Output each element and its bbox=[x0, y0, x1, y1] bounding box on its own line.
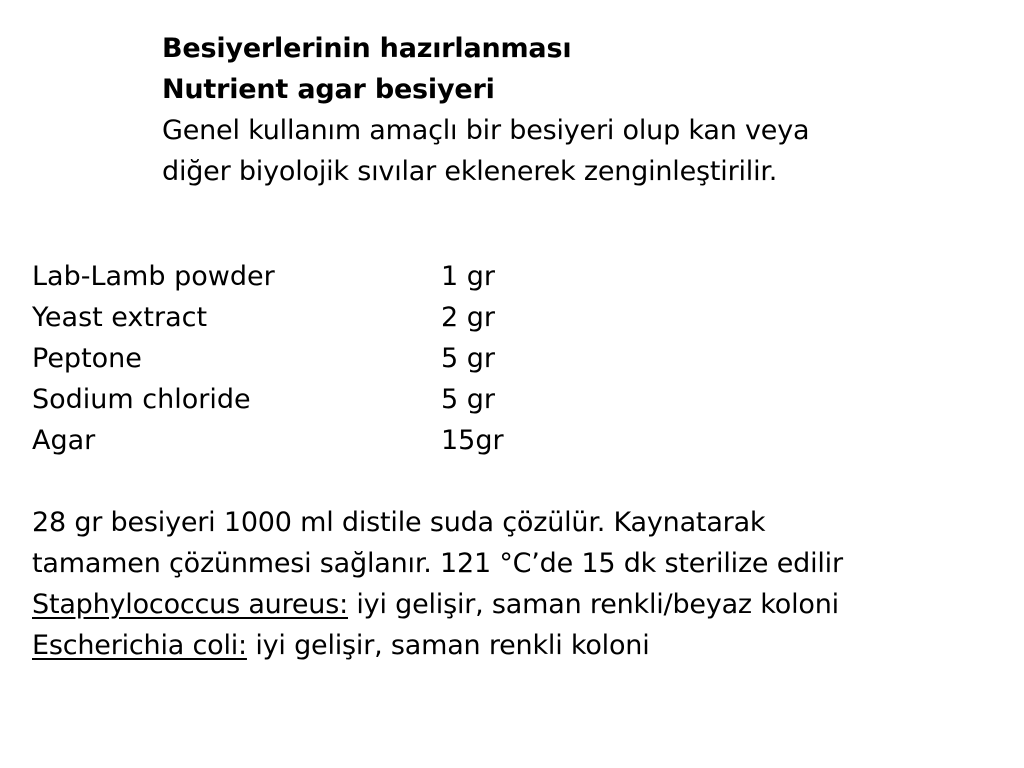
ingredient-name: Peptone bbox=[32, 343, 142, 374]
description-line-2: diğer biyolojik sıvılar eklenerek zenginleştirilir. bbox=[162, 156, 778, 187]
ingredient-name: Sodium chloride bbox=[32, 384, 251, 415]
organism-name: Staphylococcus aureus: bbox=[32, 589, 348, 620]
ingredient-amount: 2 gr bbox=[441, 302, 495, 333]
ingredient-row bbox=[32, 379, 732, 420]
description-line-1: Genel kullanım amaçlı bir besiyeri olup kan veya bbox=[162, 115, 810, 146]
medium-name: Nutrient agar besiyeri bbox=[162, 74, 495, 105]
ingredient-row bbox=[32, 256, 732, 297]
ingredient-row bbox=[32, 297, 732, 338]
ingredient-amount: 15gr bbox=[441, 425, 504, 456]
organism-name: Escherichia coli: bbox=[32, 630, 247, 661]
ingredient-amount: 1 gr bbox=[441, 261, 495, 292]
ingredient-name: Agar bbox=[32, 425, 96, 456]
ingredient-name: Yeast extract bbox=[32, 302, 208, 333]
ingredient-amount: 5 gr bbox=[441, 384, 495, 415]
organism-growth: iyi gelişir, saman renkli/beyaz koloni bbox=[348, 589, 839, 620]
slide-title: Besiyerlerinin hazırlanması bbox=[162, 33, 572, 64]
preparation-notes bbox=[32, 502, 1017, 666]
organism-growth: iyi gelişir, saman renkli koloni bbox=[246, 630, 650, 661]
ingredient-amount: 5 gr bbox=[441, 343, 495, 374]
preparation-line-1: 28 gr besiyeri 1000 ml distile suda çözülür. Kaynatarak bbox=[32, 507, 766, 538]
preparation-line-2: tamamen çözünmesi sağlanır. 121 °C’de 15 dk sterilize edilir bbox=[32, 548, 843, 579]
organism-result-escherichia bbox=[32, 625, 1017, 666]
organism-result-staphylococcus bbox=[32, 584, 1017, 625]
ingredients-list bbox=[32, 256, 732, 461]
ingredient-row bbox=[32, 420, 732, 461]
ingredient-name: Lab-Lamb powder bbox=[32, 261, 275, 292]
header-block bbox=[162, 28, 1002, 192]
ingredient-row bbox=[32, 338, 732, 379]
